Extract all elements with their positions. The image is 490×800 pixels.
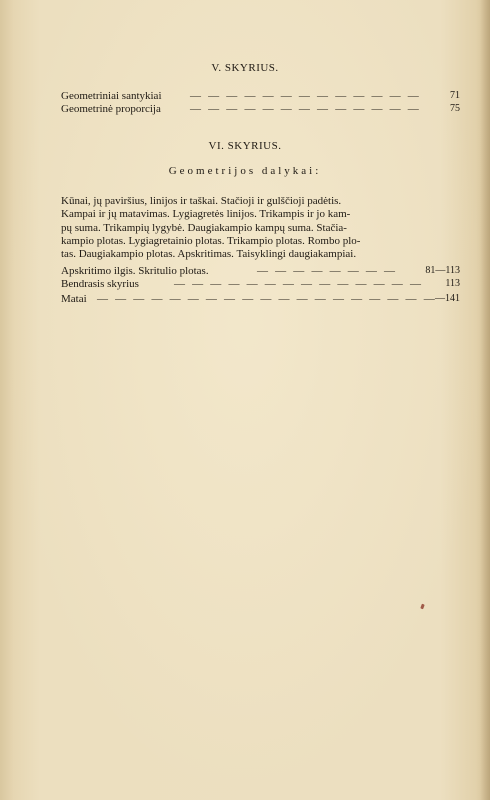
- page-edge-shadow: [480, 0, 490, 800]
- toc-entry: [61, 102, 460, 116]
- toc-entry-label: Matai: [61, 293, 87, 305]
- toc-entry-leader: — — — — — — — —: [257, 265, 398, 277]
- toc-entry: [61, 277, 460, 291]
- paragraph-line: Kūnai, jų paviršius, linijos ir taškai. Stačioji ir gulščioji padėtis.: [61, 195, 342, 207]
- topics-paragraph: [61, 195, 456, 261]
- section-vi-subheading: Geometrijos dalykai:: [168, 165, 322, 177]
- toc-entry-leader: — — — — — — — — — — — — —: [190, 103, 421, 115]
- paragraph-line: kampio plotas. Lygiagretainio plotas. Trikampio plotas. Rombo plo-: [61, 234, 361, 247]
- toc-entry: [61, 89, 460, 103]
- toc-entry-leader: — — — — — — — — — — — — —: [190, 90, 421, 102]
- toc-entry-page: —141: [435, 293, 460, 304]
- section-vi-heading: VI. SKYRIUS.: [208, 140, 282, 152]
- toc-entry-page: 81—113: [425, 265, 460, 276]
- toc-entry-page: 75: [450, 103, 460, 114]
- toc-entry-label: Geometrinė proporcija: [61, 103, 161, 115]
- toc-entry: [61, 264, 460, 278]
- toc-entry: [61, 292, 460, 306]
- toc-entry-label: Apskritimo ilgis. Skritulio plotas.: [61, 265, 209, 277]
- section-v-heading: V. SKYRIUS.: [211, 62, 279, 74]
- toc-entry-page: 71: [450, 90, 460, 101]
- paragraph-line: tas. Daugiakampio plotas. Apskritimas. Taisyklingi daugiakampiai.: [61, 248, 357, 261]
- toc-entry-label: Geometriniai santykiai: [61, 90, 162, 102]
- paragraph-line: pų suma. Trikampių lygybė. Daugiakampio kampų suma. Stačia-: [61, 221, 347, 234]
- paragraph-line: Kampai ir jų matavimas. Lygiagretės linijos. Trikampis ir jo kam-: [61, 208, 351, 221]
- toc-entry-leader: — — — — — — — — — — — — — —: [174, 278, 424, 290]
- toc-entry-label: Bendrasis skyrius: [61, 278, 139, 290]
- toc-entry-page: 113: [445, 278, 460, 289]
- paper-speck: [420, 604, 425, 610]
- toc-entry-leader: — — — — — — — — — — — — — — — — — — —: [97, 293, 437, 305]
